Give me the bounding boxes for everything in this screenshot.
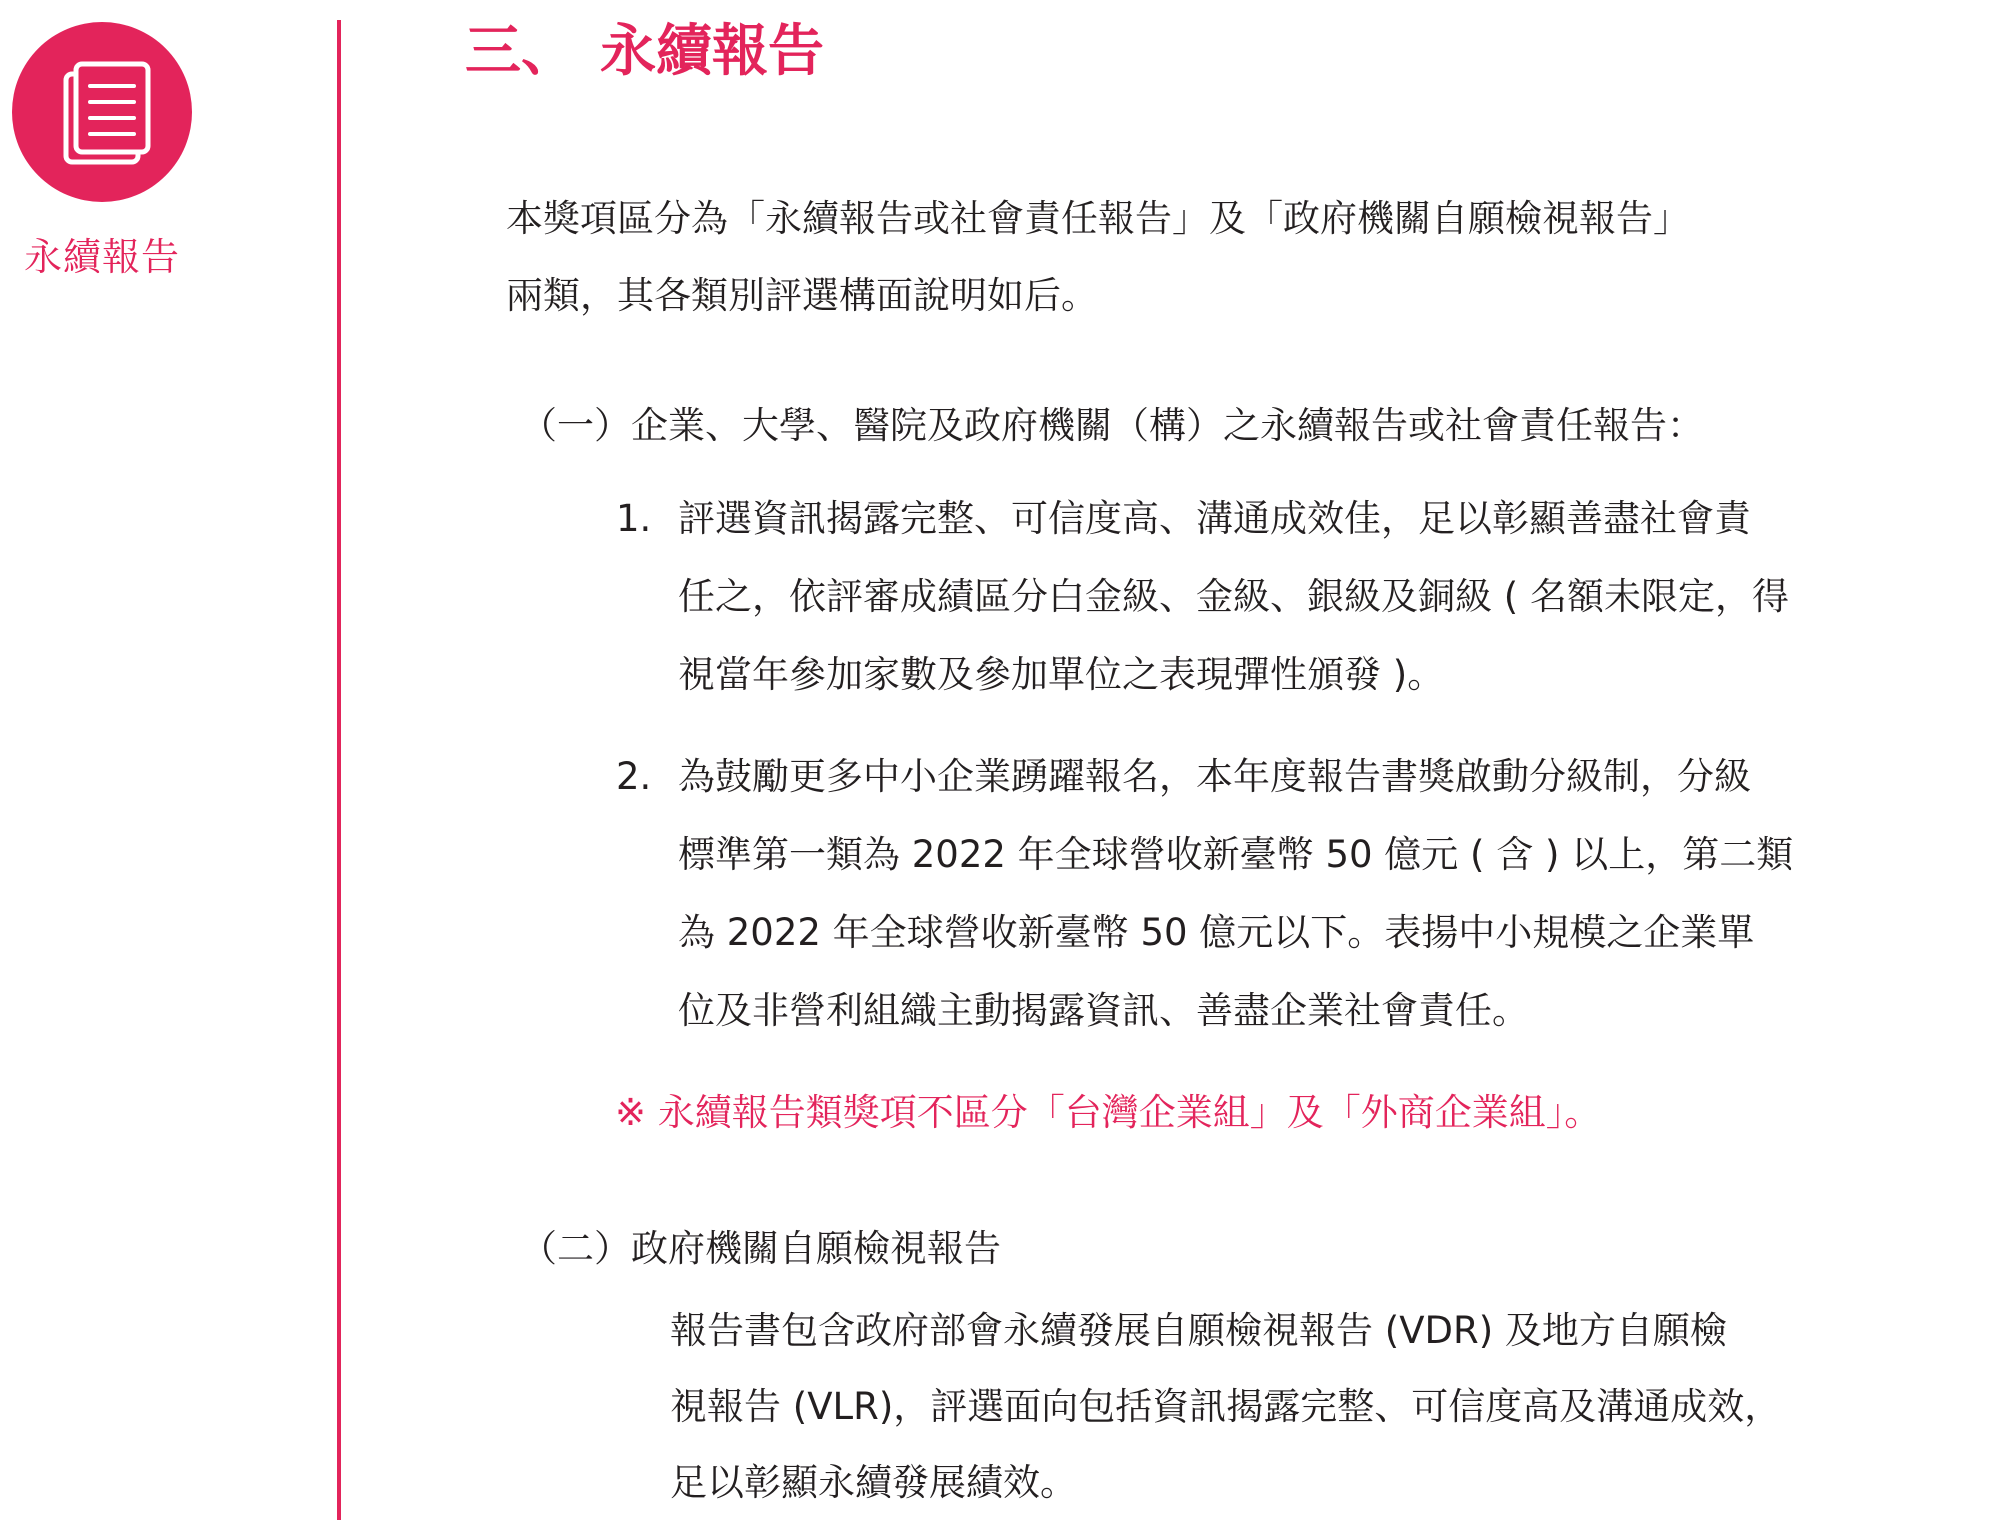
list-item-body bbox=[678, 480, 1858, 714]
list-item-line: 任之，依評審成績區分白金級、金級、銀級及銅級 ( 名額未限定，得 bbox=[678, 575, 1789, 618]
subsection-2-line: 報告書包含政府部會永續發展自願檢視報告 (VDR) 及地方自願檢 bbox=[670, 1309, 1727, 1352]
subsection-1-heading: （一）企業、大學、醫院及政府機關（構）之永續報告或社會責任報告： bbox=[520, 404, 1704, 447]
subsection-2-line: 視報告 (VLR)，評選面向包括資訊揭露完整、可信度高及溝通成效， bbox=[670, 1385, 1782, 1428]
section-title-text: 永續報告 bbox=[600, 19, 824, 84]
section-title bbox=[465, 16, 824, 88]
list-item-number: 2. bbox=[616, 755, 652, 798]
intro-line: 兩類，其各類別評選構面說明如后。 bbox=[506, 274, 1098, 317]
subsection-2-line: 足以彰顯永續發展績效。 bbox=[670, 1461, 1077, 1504]
sidebar-label: 永續報告 bbox=[23, 235, 180, 279]
vertical-divider bbox=[337, 20, 341, 1520]
list-item-line: 視當年參加家數及參加單位之表現彈性頒發 )。 bbox=[678, 653, 1445, 696]
list-item-line: 評選資訊揭露完整、可信度高、溝通成效佳，足以彰顯善盡社會責 bbox=[678, 497, 1751, 540]
list-item bbox=[616, 480, 1858, 714]
list-item bbox=[616, 738, 1858, 1050]
intro-paragraph bbox=[506, 180, 1690, 334]
subsection-2-body bbox=[670, 1293, 1781, 1521]
list-item-line: 為 2022 年全球營收新臺幣 50 億元以下。表揚中小規模之企業單 bbox=[678, 911, 1755, 954]
intro-line: 本獎項區分為「永續報告或社會責任報告」及「政府機關自願檢視報告」 bbox=[506, 197, 1690, 240]
subsection-2-heading: （二）政府機關自願檢視報告 bbox=[520, 1227, 1001, 1270]
list-item-line: 為鼓勵更多中小企業踴躍報名，本年度報告書獎啟動分級制，分級 bbox=[678, 755, 1751, 798]
list-item-line: 位及非營利組織主動揭露資訊、善盡企業社會責任。 bbox=[678, 989, 1529, 1032]
sidebar bbox=[0, 0, 200, 300]
list-item-number: 1. bbox=[616, 497, 652, 540]
document-icon-graphic bbox=[12, 22, 192, 202]
list-item-line: 標準第一類為 2022 年全球營收新臺幣 50 億元 ( 含 ) 以上，第二類 bbox=[678, 833, 1794, 876]
section-number: 三、 bbox=[465, 19, 577, 84]
list-item-body bbox=[678, 738, 1858, 1050]
document-icon bbox=[12, 22, 192, 202]
note-text: ※ 永續報告類獎項不區分「台灣企業組」及「外商企業組」。 bbox=[615, 1091, 1602, 1134]
